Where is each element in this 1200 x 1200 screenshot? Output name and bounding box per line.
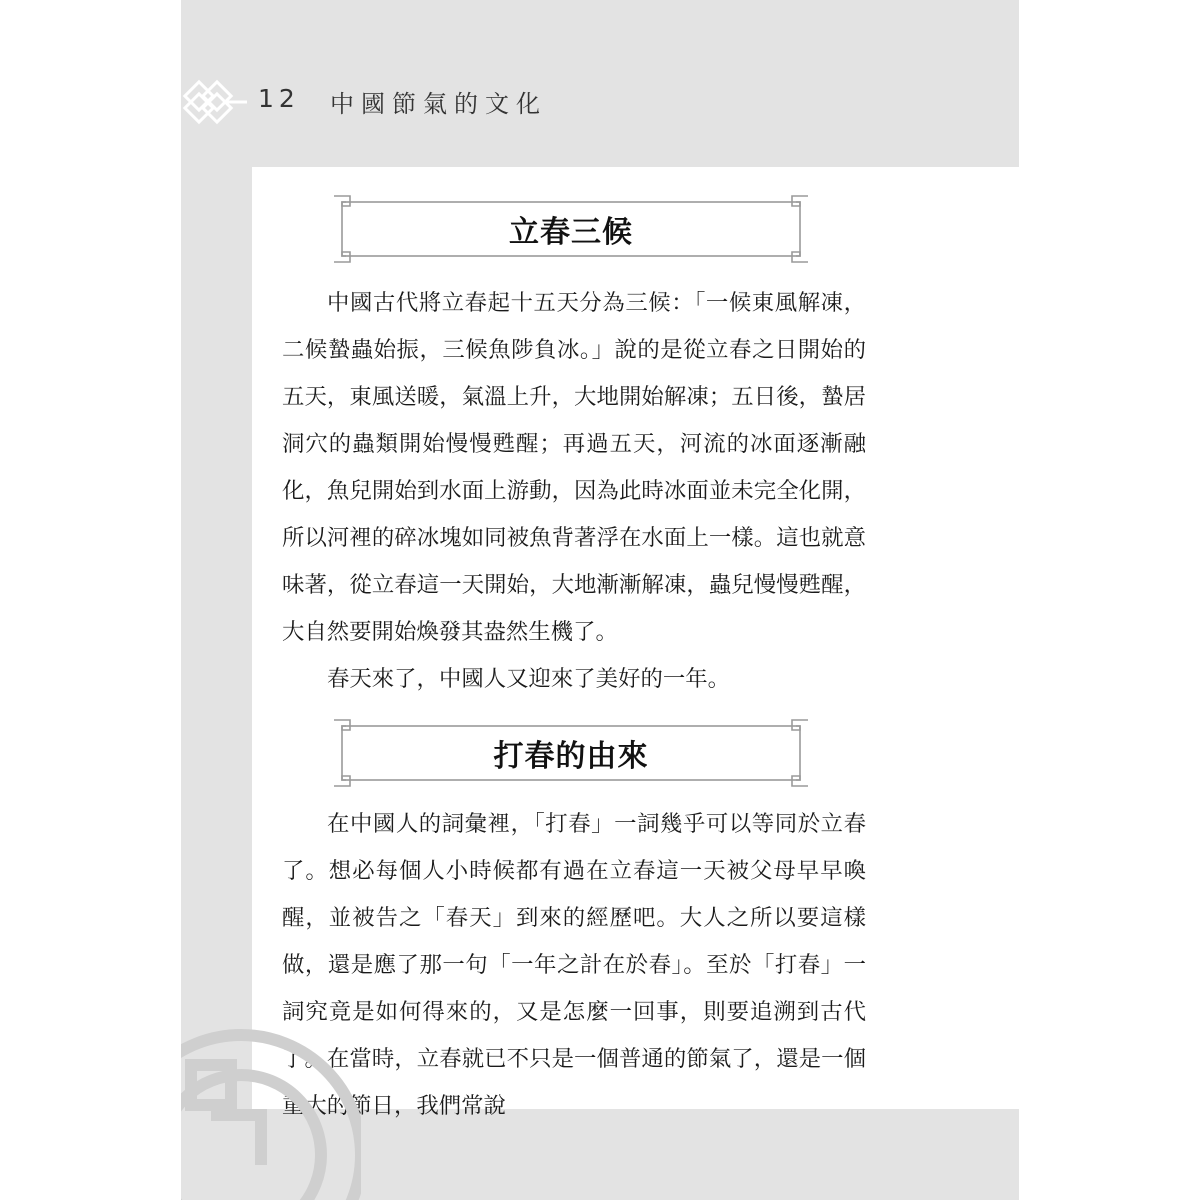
section-heading-frame <box>332 194 810 264</box>
section-heading: 打春的由來 <box>493 739 649 774</box>
body-paragraph: 春天來了，中國人又迎來了美好的一年。 <box>327 666 731 692</box>
body-paragraph: 中國古代將立春起十五天分為三候：「一候東風解凍，二候蟄蟲始振，三候魚陟負冰。」說的是從立春之日開始的五天，東風送暖，氣溫上升，大地開始解凍；五日後，蟄居洞穴的蟲類開始慢慢甦醒；再過五天，河流的冰面逐漸融化，魚兒開始到水面上游動，因為此時冰面並未完全化開，所以河裡的碎冰塊如同被魚背著浮在水面上一樣。這也就意味著，從立春這一天開始，大地漸漸解凍，蟲兒慢慢甦醒，大自然要開始煥發其盎然生機了。 <box>282 290 866 645</box>
running-title: 中國節氣的文化 <box>330 90 547 118</box>
body-paragraph: 在中國人的詞彙裡，「打春」一詞幾乎可以等同於立春了。想必每個人小時候都有過在立春這一天被父母早早喚醒，並被告之「春天」到來的經歷吧。大人之所以要這樣做，還是應了那一句「一年之計在於春」。至於「打春」一詞究竟是如何得來的，又是怎麼一回事，則要追溯到古代了。在當時，立春就已不只是一個普通的節氣了，還是一個重大的節日，我們常說 <box>282 811 866 1119</box>
page-number: 12 <box>258 84 300 113</box>
section-heading-frame <box>332 718 810 788</box>
section-heading: 立春三候 <box>509 215 633 250</box>
chinese-knot-icon <box>181 78 247 126</box>
decorative-circle-ornament <box>181 1005 361 1200</box>
